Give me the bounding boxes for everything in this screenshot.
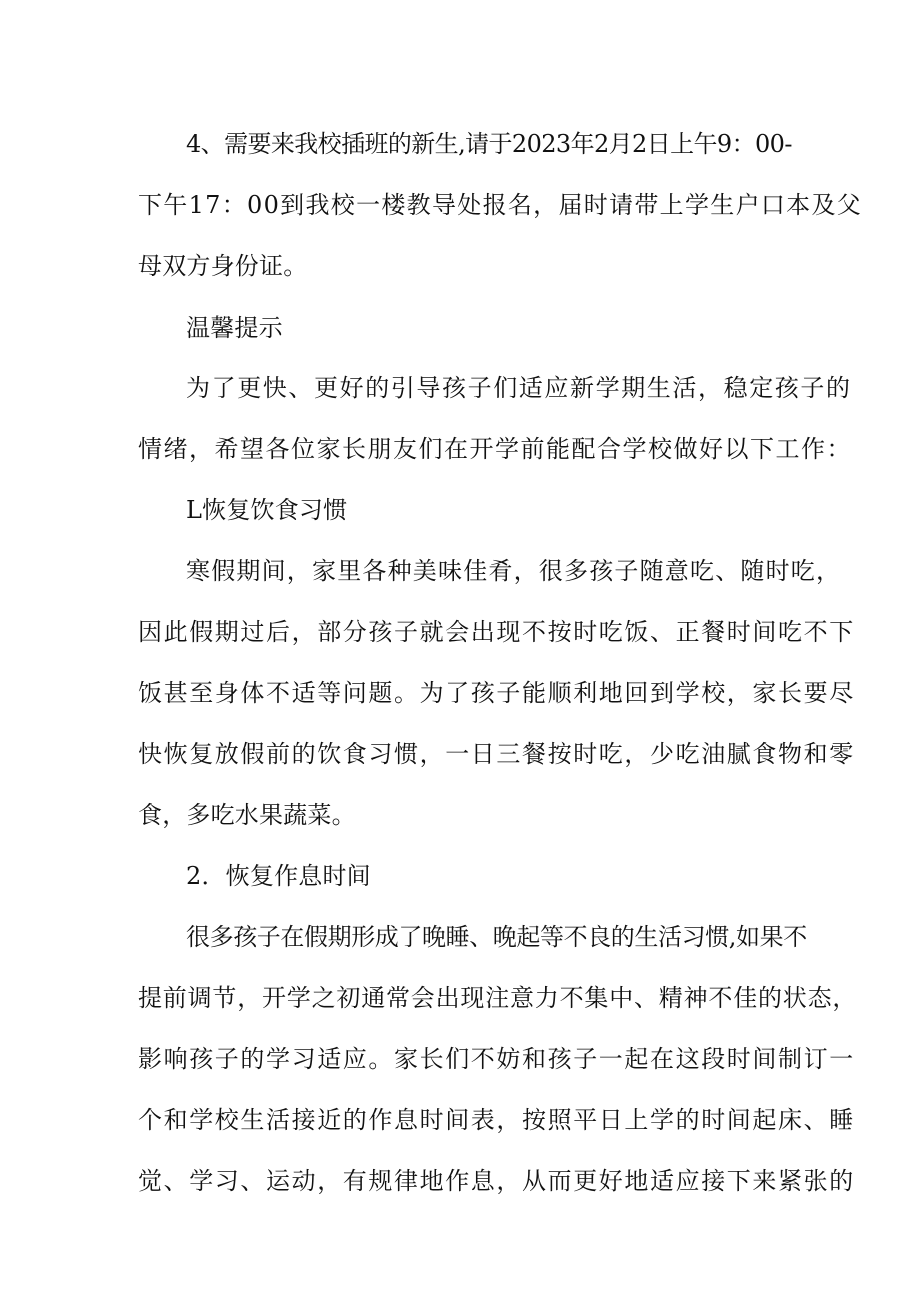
paragraph-schedule-line-5: 觉、学习、运动，有规律地作息，从而更好地适应接下来紧张的 bbox=[138, 1167, 855, 1195]
paragraph-diet-line-3: 饭甚至身体不适等问题。为了孩子能顺利地回到学校，家长要尽 bbox=[138, 679, 855, 707]
subheading-schedule: 2．恢复作息时间 bbox=[186, 862, 371, 890]
subheading-diet: L恢复饮食习惯 bbox=[186, 496, 348, 524]
paragraph-schedule-line-3: 影响孩子的学习适应。家长们不妨和孩子一起在这段时间制订一 bbox=[138, 1045, 855, 1073]
paragraph-intro-line-1: 为了更快、更好的引导孩子们适应新学期生活，稳定孩子的 bbox=[186, 374, 852, 402]
paragraph-diet-line-2: 因此假期过后，部分孩子就会出现不按时吃饭、正餐时间吃不下 bbox=[138, 618, 855, 646]
paragraph-schedule-line-2: 提前调节，开学之初通常会出现注意力不集中、精神不佳的状态， bbox=[138, 984, 858, 1012]
paragraph-intro-line-2: 情绪，希望各位家长朋友们在开学前能配合学校做好以下工作： bbox=[138, 435, 852, 463]
paragraph-schedule-line-1: 很多孩子在假期形成了晚睡、晚起等不良的生活习惯,如果不 bbox=[186, 923, 807, 951]
paragraph-diet-line-4: 快恢复放假前的饮食习惯，一日三餐按时吃，少吃油腻食物和零 bbox=[138, 740, 855, 768]
paragraph-registration-line-3: 母双方身份证。 bbox=[138, 252, 308, 280]
section-heading-tips: 温馨提示 bbox=[186, 314, 283, 342]
paragraph-diet-line-5: 食，多吃水果蔬菜。 bbox=[138, 801, 356, 829]
paragraph-registration-line-1: 4、需要来我校插班的新生,请于2023年2月2日上午9：00- bbox=[186, 130, 792, 158]
paragraph-registration-line-2: 下午17：00到我校一楼教导处报名，届时请带上学生户口本及父 bbox=[138, 191, 863, 219]
paragraph-schedule-line-4: 个和学校生活接近的作息时间表，按照平日上学的时间起床、睡 bbox=[138, 1106, 855, 1134]
paragraph-diet-line-1: 寒假期间，家里各种美味佳肴，很多孩子随意吃、随时吃， bbox=[186, 557, 842, 585]
